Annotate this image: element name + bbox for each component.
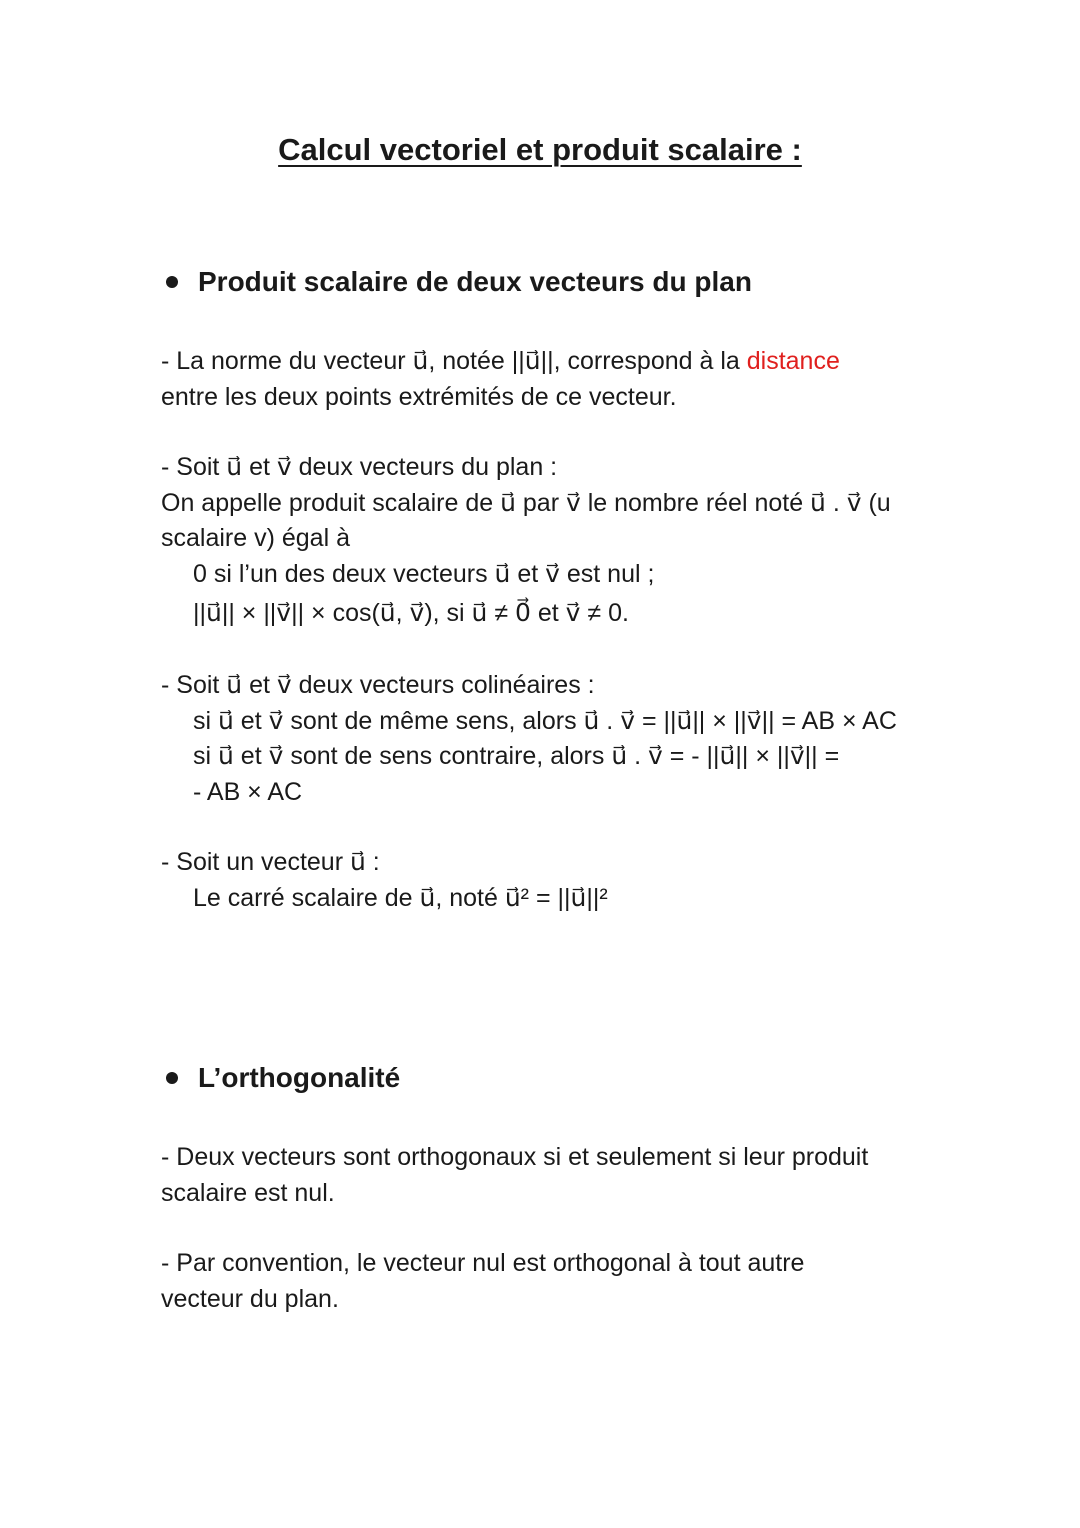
colinear-case-2-continued: - AB × AC [193, 777, 303, 806]
section-heading-orthogonality [166, 1062, 400, 1094]
colinear-case-2: si u⃗ et v⃗ sont de sens contraire, alors u⃗ . v⃗ = - ||u⃗|| × ||v⃗|| = [193, 742, 840, 770]
orthogonality-paragraph-1 [161, 1140, 961, 1211]
orthogonality-line-1: - Deux vecteurs sont orthogonaux si et seulement si leur produit [161, 1143, 869, 1171]
orthogonality-line-2: scalaire est nul. [161, 1178, 335, 1207]
section-heading-label: Produit scalaire de deux vecteurs du plan [198, 266, 752, 297]
norm-line-2: entre les deux points extrémités de ce vecteur. [161, 382, 677, 411]
definition-case-2: ||u⃗|| × ||v⃗|| × cos(u⃗, v⃗), si u⃗ ≠ 0⃗ et v⃗ ≠ 0. [193, 599, 629, 627]
definition-case-1: 0 si l’un des deux vecteurs u⃗ et v⃗ est nul ; [193, 559, 655, 588]
norm-line-1 [161, 344, 961, 380]
colinear-line-1: - Soit u⃗ et v⃗ deux vecteurs colinéaires : [161, 671, 595, 699]
definition-line-2: On appelle produit scalaire de u⃗ par v⃗ le nombre réel noté u⃗ . v⃗ (u [161, 488, 891, 517]
distance-highlight: distance [746, 347, 840, 375]
orthogonality-paragraph-2 [161, 1246, 961, 1317]
square-line-1: - Soit un vecteur u⃗ : [161, 848, 380, 876]
page-title: Calcul vectoriel et produit scalaire : [278, 132, 802, 167]
definition-line-1: - Soit u⃗ et v⃗ deux vecteurs du plan : [161, 453, 558, 481]
square-line-2: Le carré scalaire de u⃗, noté u⃗² = ||u⃗||² [193, 883, 608, 912]
convention-line-1: - Par convention, le vecteur nul est orthogonal à tout autre [161, 1249, 805, 1277]
colinear-paragraph [161, 668, 961, 810]
definition-paragraph [161, 450, 961, 632]
bullet-icon [166, 1072, 178, 1084]
definition-line-3: scalaire v) égal à [161, 524, 350, 552]
section-heading-dot-product [166, 266, 752, 298]
square-paragraph [161, 845, 961, 916]
convention-line-2: vecteur du plan. [161, 1284, 339, 1313]
norm-paragraph [161, 344, 961, 415]
section-heading-label: L’orthogonalité [198, 1062, 401, 1093]
norm-text: - La norme du vecteur u⃗, notée ||u⃗||, correspond à la [161, 347, 747, 375]
bullet-icon [166, 276, 178, 288]
colinear-case-1: si u⃗ et v⃗ sont de même sens, alors u⃗ . v⃗ = ||u⃗|| × ||v⃗|| = AB × AC [193, 706, 897, 735]
